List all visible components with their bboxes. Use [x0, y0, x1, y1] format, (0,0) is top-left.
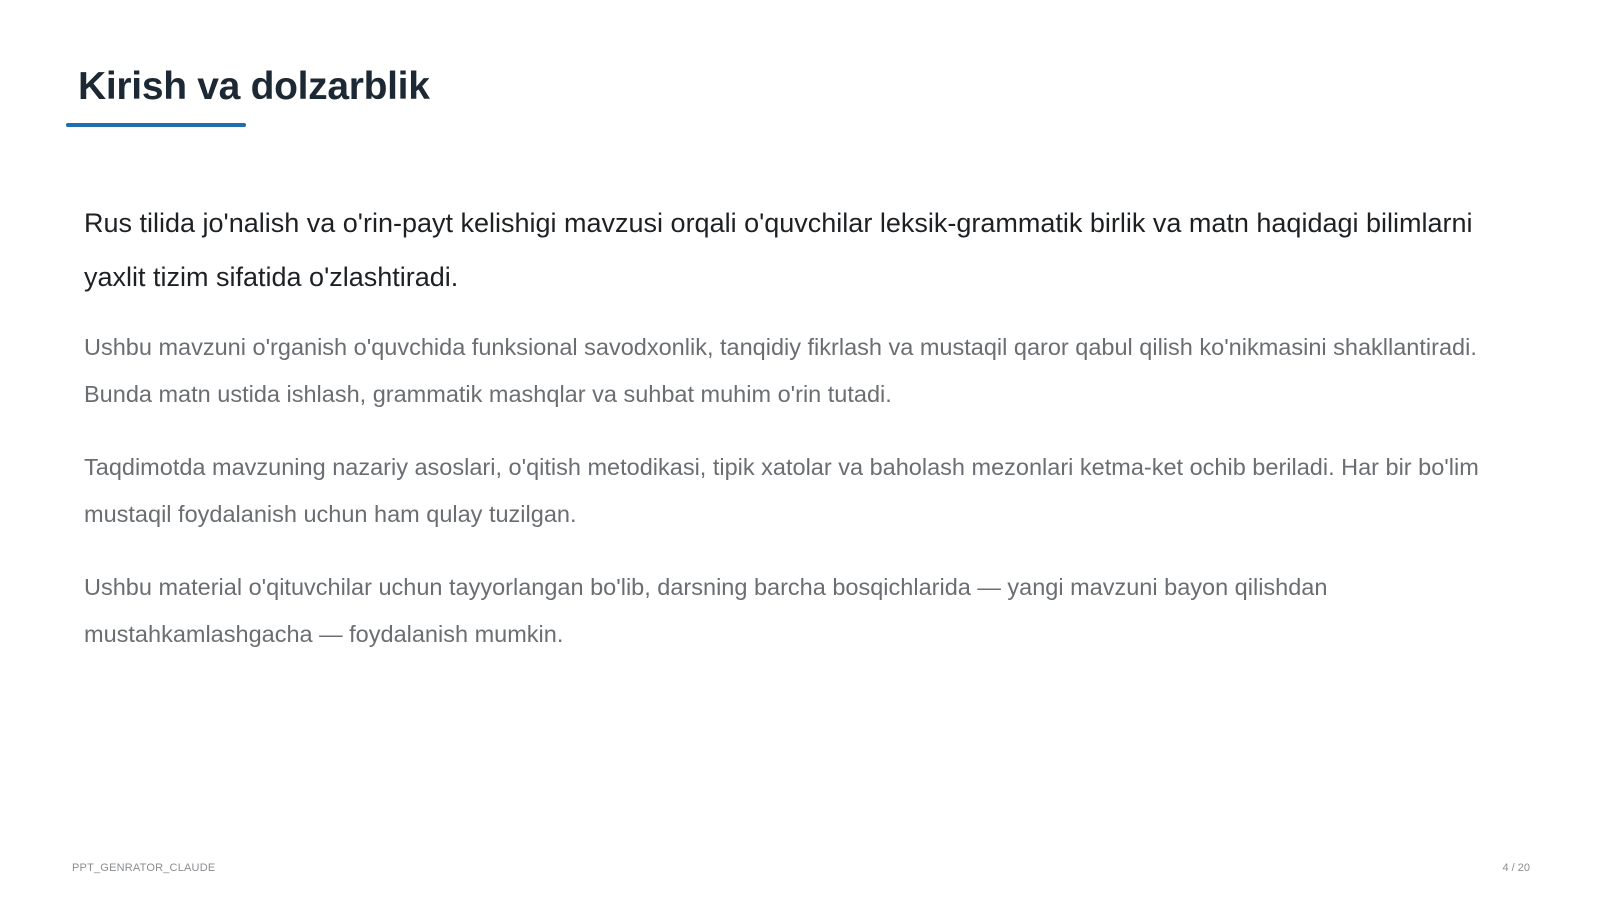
footer-source-label: PPT_GENRATOR_CLAUDE — [72, 862, 216, 874]
title-underline — [66, 123, 246, 127]
slide-body — [84, 196, 1524, 684]
body-paragraph-3: Ushbu material o'qituvchilar uchun tayyorlangan bo'lib, darsning barcha bosqichlarida — yangi mavzuni bayon qilishdan mustahkamlashgacha — foydalanish mumkin. — [84, 574, 1328, 647]
lead-paragraph: Rus tilida jo'nalish va o'rin-payt kelishigi mavzusi orqali o'quvchilar leksik-grammatik birlik va matn haqidagi bilimlarni yaxlit tizim sifatida o'zlashtiradi. — [84, 208, 1473, 292]
body-paragraph-2: Taqdimotda mavzuning nazariy asoslari, o'qitish metodikasi, tipik xatolar va baholash mezonlari ketma-ket ochib beriladi. Har bir bo'lim mustaqil foydalanish uchun ham qulay tuzilgan. — [84, 454, 1479, 527]
page-number: 4 / 20 — [1502, 862, 1530, 874]
slide-title: Kirish va dolzarblik — [78, 65, 430, 108]
body-paragraph-1: Ushbu mavzuni o'rganish o'quvchida funksional savodxonlik, tanqidiy fikrlash va mustaqil qaror qabul qilish ko'nikmasini shakllantiradi. Bunda matn ustida ishlash, grammatik mashqlar va suhbat muhim o'rin tutadi. — [84, 334, 1477, 407]
